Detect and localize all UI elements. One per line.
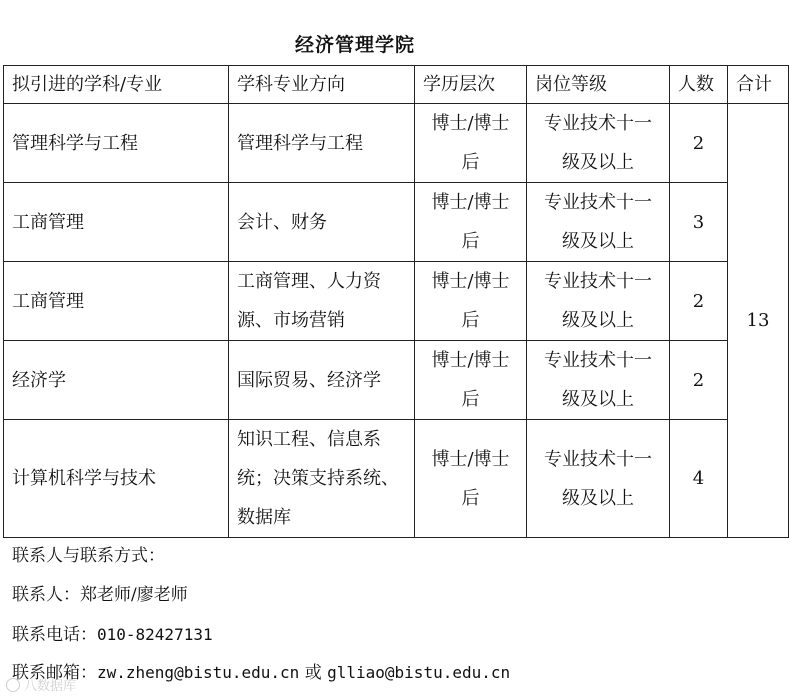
level-line: 级及以上 (562, 487, 634, 509)
level-line: 专业技术十一 (544, 448, 652, 470)
discipline-cell: 计算机科学与技术 (4, 420, 229, 538)
direction-cell (229, 341, 415, 420)
table-row (4, 183, 789, 262)
contact-phone (12, 620, 213, 645)
direction-line: 源、市场营销 (237, 310, 345, 331)
level-cell (527, 183, 670, 262)
header-degree: 学历层次 (415, 66, 527, 104)
degree-line: 博士/博士 (431, 350, 510, 371)
degree-cell (415, 341, 527, 420)
degree-line: 博士/博士 (431, 271, 510, 292)
page-title: 经济管理学院 (294, 34, 415, 56)
degree-line: 后 (461, 487, 480, 509)
watermark (6, 675, 76, 694)
contact-heading: 联系人与联系方式： (12, 546, 165, 566)
level-cell (527, 341, 670, 420)
degree-line: 后 (461, 310, 480, 331)
table-row (4, 341, 789, 420)
contact-person (12, 580, 188, 605)
watermark-text: 八数据库 (24, 679, 77, 694)
level-cell (527, 262, 670, 341)
table-row (4, 262, 789, 341)
level-line: 级及以上 (562, 231, 634, 252)
degree-line: 博士/博士 (431, 448, 510, 470)
degree-line: 博士/博士 (431, 113, 510, 134)
contact-email-label: 联系邮箱： (12, 663, 97, 683)
header-count: 人数 (670, 66, 728, 104)
watermark-logo-icon (6, 678, 20, 692)
discipline-cell: 经济学 (4, 341, 229, 420)
degree-cell (415, 262, 527, 341)
header-discipline: 拟引进的学科/专业 (4, 66, 229, 104)
contact-email-or: 或 (299, 663, 328, 683)
level-line: 级及以上 (562, 152, 634, 173)
contact-phone-label: 联系电话： (12, 625, 97, 645)
discipline-cell: 工商管理 (4, 262, 229, 341)
direction-cell (229, 262, 415, 341)
count-cell: 2 (670, 104, 728, 183)
level-cell (527, 104, 670, 183)
direction-cell (229, 104, 415, 183)
direction-line: 会计、财务 (237, 211, 327, 233)
level-cell (527, 420, 670, 538)
contact-email-1[interactable]: zw.zheng@bistu.edu.cn (97, 663, 300, 682)
header-level: 岗位等级 (527, 66, 670, 104)
discipline-cell: 管理科学与工程 (4, 104, 229, 183)
direction-line: 知识工程、信息系 (237, 429, 381, 450)
total-cell: 13 (728, 104, 789, 538)
direction-line: 数据库 (237, 507, 291, 528)
level-line: 专业技术十一 (544, 192, 652, 213)
degree-cell (415, 104, 527, 183)
level-line: 专业技术十一 (544, 271, 652, 292)
degree-line: 后 (461, 152, 480, 173)
direction-line: 管理科学与工程 (237, 132, 363, 154)
level-line: 级及以上 (562, 310, 634, 331)
degree-line: 博士/博士 (431, 192, 510, 213)
level-line: 专业技术十一 (544, 350, 652, 371)
count-cell: 3 (670, 183, 728, 262)
contact-phone-value: 010-82427131 (97, 625, 213, 644)
contact-person-value: 郑老师/廖老师 (80, 585, 188, 605)
direction-line: 统；决策支持系统、 (237, 468, 399, 489)
direction-cell (229, 420, 415, 538)
contact-person-label: 联系人： (12, 585, 80, 605)
table-header-row (4, 66, 789, 104)
header-total: 合计 (728, 66, 789, 104)
degree-line: 后 (461, 389, 480, 410)
header-direction: 学科专业方向 (229, 66, 415, 104)
count-cell: 2 (670, 262, 728, 341)
direction-line: 工商管理、人力资 (237, 271, 381, 292)
degree-cell (415, 183, 527, 262)
count-cell: 2 (670, 341, 728, 420)
recruitment-table (3, 65, 789, 538)
count-cell: 4 (670, 420, 728, 538)
contact-email-2[interactable]: glliao@bistu.edu.cn (327, 663, 511, 682)
contact-email (12, 658, 510, 683)
direction-cell (229, 183, 415, 262)
level-line: 专业技术十一 (544, 113, 652, 134)
discipline-cell: 工商管理 (4, 183, 229, 262)
degree-line: 后 (461, 231, 480, 252)
table-row (4, 420, 789, 538)
direction-line: 国际贸易、经济学 (237, 369, 381, 391)
level-line: 级及以上 (562, 389, 634, 410)
table-row (4, 104, 789, 183)
degree-cell (415, 420, 527, 538)
